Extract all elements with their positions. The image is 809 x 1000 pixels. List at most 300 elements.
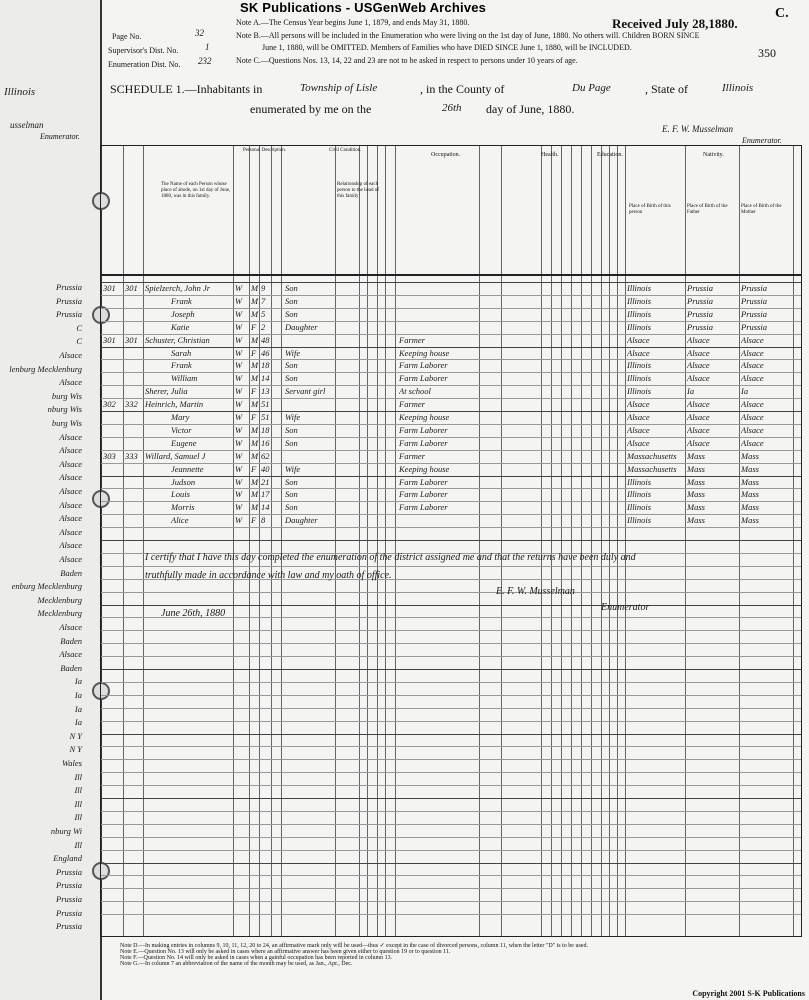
cell-rel: Daughter [285, 515, 318, 526]
cell-dw: 301 [103, 334, 116, 345]
left-page-entry: England [53, 853, 82, 864]
footer-notes [0, 942, 809, 967]
left-page-entry: Alsace [59, 540, 82, 551]
table-row [101, 283, 801, 296]
cell-name: Morris [171, 502, 195, 513]
left-page-entry: Ill [74, 785, 82, 796]
table-row [101, 438, 801, 451]
cell-fam: 301 [125, 283, 138, 293]
left-page-entry: Mecklenburg [37, 594, 82, 605]
cell-rel: Daughter [285, 321, 318, 332]
grid-row-line [101, 592, 801, 593]
cell-name: Frank [171, 360, 192, 371]
col-education-header: Education. [597, 152, 623, 158]
cell-b3: Mass [741, 463, 759, 474]
cell-b3: Alsace [741, 424, 764, 435]
cell-b2: Mass [687, 489, 705, 500]
left-page-entry: lenburg Mecklenburg [9, 363, 82, 374]
cell-b3: Mass [741, 476, 759, 487]
cell-b2: Mass [687, 463, 705, 474]
table-row [101, 360, 801, 373]
note-a: Note A.—The Census Year begins June 1, 1879, and ends May 31, 1880. [236, 18, 470, 27]
cell-dw: 303 [103, 450, 116, 461]
grid-column-line [395, 146, 396, 936]
header-divider [101, 274, 801, 276]
grid-row-line [101, 721, 801, 722]
cell-b2: Alsace [687, 347, 710, 358]
cell-b2: Alsace [687, 437, 710, 448]
grid-row-line [101, 785, 801, 786]
cell-b2: Alsace [687, 373, 710, 384]
state-label: , State of [645, 82, 688, 96]
cell-b1: Illinois [627, 515, 652, 526]
table-row [101, 464, 801, 477]
cell-age: 48 [261, 334, 270, 345]
cell-b2: Alsace [687, 399, 710, 410]
cell-sex: M [251, 424, 259, 435]
cell-b2: Mass [687, 450, 705, 461]
cell-age: 5 [261, 308, 266, 319]
cell-sex: M [251, 437, 259, 448]
state-value: Illinois [722, 82, 754, 94]
cell-b1: Illinois [627, 373, 652, 384]
cell-occ: Farm Laborer [399, 437, 448, 448]
grid-column-line [249, 146, 250, 936]
grid-column-line [281, 146, 282, 936]
left-page-entry: Alsace [59, 554, 82, 564]
cell-b1: Alsace [627, 437, 650, 448]
table-row [101, 451, 801, 464]
left-page-entry: Alsace [59, 499, 82, 510]
cell-rel: Wife [285, 463, 301, 474]
cell-occ: Farmer [399, 334, 425, 345]
table-row [101, 489, 801, 502]
left-page-entry: Baden [60, 635, 82, 646]
cell-sex: M [251, 308, 259, 319]
grid-column-line [377, 146, 378, 936]
cell-b3: Mass [741, 502, 759, 513]
left-page-entry: Alsace [59, 458, 82, 469]
cell-age: 2 [261, 321, 266, 332]
cell-age: 17 [261, 489, 270, 500]
cell-occ: At school [399, 386, 431, 397]
left-page-entry: Ia [74, 676, 82, 687]
left-page-entry: Alsace [59, 377, 82, 388]
census-grid [100, 145, 802, 937]
grid-row-line [101, 824, 801, 825]
cell-rel: Wife [285, 347, 301, 358]
cell-sex: F [251, 347, 257, 358]
left-page-entry: Prussia [56, 921, 82, 932]
cell-race: W [235, 283, 243, 293]
note-b2: June 1, 1880, will be OMITTED. Members of Families who have DIED SINCE June 1, 1880, will be INCLUDED. [262, 43, 632, 52]
cell-b2: Alsace [687, 360, 710, 371]
grid-row-line [101, 772, 801, 773]
cell-race: W [235, 360, 243, 371]
table-row [101, 296, 801, 309]
grid-row-line [101, 888, 801, 889]
certification-line1: I certify that I have this day completed the enumeration of the district assigned me and that the returns have been duly and [145, 552, 636, 563]
cell-race: W [235, 424, 243, 435]
grid-column-line [601, 146, 602, 936]
enumerated-prefix: enumerated by me on the [250, 102, 372, 116]
cell-sex: M [251, 295, 259, 306]
col-birth-self-header: Place of Birth of this person [629, 204, 671, 215]
cell-b1: Alsace [627, 412, 650, 422]
copyright: Copyright 2001 S-K Publications [692, 989, 805, 998]
table-row [101, 348, 801, 361]
left-page-entry: Ill [74, 798, 82, 809]
cell-sex: M [251, 502, 259, 513]
cell-name: Sherer, Julia [145, 386, 188, 397]
left-page-entry: Ill [74, 771, 82, 782]
cell-age: 18 [261, 424, 270, 435]
col-health-header: Health. [541, 152, 559, 158]
cell-occ: Farm Laborer [399, 424, 448, 435]
cell-b2: Prussia [687, 321, 713, 332]
left-page-entry: C [76, 322, 82, 333]
cell-sex: M [251, 399, 259, 410]
cell-occ: Farmer [399, 399, 425, 410]
grid-column-line [259, 146, 260, 936]
cell-b2: Mass [687, 476, 705, 487]
table-row [101, 502, 801, 515]
cell-b3: Prussia [741, 308, 767, 319]
cell-rel: Son [285, 424, 298, 435]
cell-race: W [235, 450, 243, 461]
grid-row-line [101, 863, 801, 864]
grid-row-line [101, 566, 801, 567]
grid-row-line [101, 759, 801, 760]
left-page-entry: Prussia [56, 282, 82, 292]
cell-b1: Illinois [627, 502, 652, 513]
col-birth-mother-header: Place of Birth of the Mother [741, 204, 782, 215]
cell-b3: Alsace [741, 334, 764, 345]
grid-row-line [101, 850, 801, 851]
grid-column-line [143, 146, 144, 936]
left-page-entry: Alsace [59, 622, 82, 632]
cell-age: 18 [261, 360, 270, 371]
page-no-value: 32 [195, 28, 204, 38]
cell-fam: 333 [125, 450, 138, 461]
cell-b3: Alsace [741, 360, 764, 371]
grid-row-line [101, 875, 801, 876]
cell-b2: Ia [687, 386, 695, 397]
cell-fam: 301 [125, 334, 138, 345]
cell-b3: Alsace [741, 373, 764, 384]
grid-column-line [551, 146, 552, 936]
cell-fam: 332 [125, 399, 138, 410]
left-page-entry: Ill [74, 812, 82, 823]
grid-column-line [625, 146, 626, 936]
cell-race: W [235, 437, 243, 448]
stamp-number: 350 [758, 46, 776, 60]
left-page-entry: Baden [60, 662, 82, 673]
left-page-entry: burg Wis [51, 390, 82, 401]
county-value: Du Page [572, 82, 611, 94]
table-row [101, 477, 801, 490]
cell-occ: Keeping house [399, 463, 450, 474]
cell-name: Joseph [171, 308, 195, 319]
grid-column-line [385, 146, 386, 936]
table-row [101, 386, 801, 399]
grid-row-line [101, 837, 801, 838]
grid-column-line [479, 146, 480, 936]
cell-sex: M [251, 360, 259, 371]
cell-rel: Son [285, 476, 298, 487]
cell-b2: Alsace [687, 334, 710, 345]
grid-row-line [101, 695, 801, 696]
grid-column-line [617, 146, 618, 936]
cell-b3: Prussia [741, 321, 767, 332]
cell-name: Mary [171, 412, 190, 422]
enumerator-label: Enumerator. [742, 136, 782, 145]
cell-b3: Mass [741, 515, 759, 526]
cell-b2: Prussia [687, 283, 713, 293]
cell-name: Sarah [171, 347, 192, 358]
note-g: Note G.—In column 7 an abbreviation of the name of the month may be used, as Jan., Apr., Dec. [120, 961, 353, 967]
table-row [101, 373, 801, 386]
cell-sex: M [251, 476, 259, 487]
cell-age: 51 [261, 399, 270, 410]
cell-occ: Keeping house [399, 412, 450, 422]
grid-column-line [609, 146, 610, 936]
cell-race: W [235, 334, 243, 345]
cell-b3: Alsace [741, 412, 764, 422]
cell-sex: M [251, 489, 259, 500]
cell-b3: Alsace [741, 399, 764, 410]
table-row [101, 412, 801, 425]
cell-sex: F [251, 515, 257, 526]
grid-row-line [101, 746, 801, 747]
cell-occ: Farm Laborer [399, 476, 448, 487]
cell-rel: Son [285, 502, 298, 513]
cell-race: W [235, 399, 243, 410]
cell-b1: Illinois [627, 476, 652, 487]
left-page-entry: Alsace [59, 431, 82, 442]
cell-rel: Son [285, 489, 298, 500]
left-page-entry: nburg Wis [47, 404, 82, 415]
col-relationship-header: Relationship of each person to the head of this family [337, 182, 379, 199]
cell-b3: Prussia [741, 283, 767, 293]
cell-b1: Illinois [627, 321, 652, 332]
grid-column-line [739, 146, 740, 936]
corner-letter: C. [775, 6, 789, 21]
cell-race: W [235, 463, 243, 474]
grid-row-line [101, 605, 801, 606]
certification-line2: truthfully made in accordance with law and my oath of office. [145, 570, 392, 581]
cell-b2: Alsace [687, 424, 710, 435]
table-row [101, 309, 801, 322]
col-nativity-header: Nativity. [703, 152, 724, 158]
grid-row-line [101, 630, 801, 631]
cell-b1: Illinois [627, 360, 652, 371]
left-page-entry: N Y [69, 730, 82, 741]
cell-race: W [235, 321, 243, 332]
cell-b1: Massachusetts [627, 463, 677, 474]
grid-column-line [335, 146, 336, 936]
cell-b3: Alsace [741, 437, 764, 448]
cell-b2: Mass [687, 515, 705, 526]
cell-occ: Farm Laborer [399, 360, 448, 371]
cell-age: 7 [261, 295, 266, 306]
cell-b1: Alsace [627, 347, 650, 358]
cell-b2: Alsace [687, 412, 710, 422]
cell-race: W [235, 515, 243, 526]
grid-column-line [123, 146, 124, 936]
left-page-entry: Prussia [56, 866, 82, 877]
grid-column-line [233, 146, 234, 936]
cell-name: Katie [171, 321, 190, 332]
left-page-entry: nburg Wi [50, 826, 82, 836]
left-page-entry: Alsace [59, 472, 82, 483]
cell-name: Victor [171, 424, 192, 435]
cell-b2: Prussia [687, 308, 713, 319]
cell-rel: Son [285, 295, 298, 306]
cell-name: Jeannette [171, 463, 204, 474]
cell-race: W [235, 373, 243, 384]
note-b: Note B.—All persons will be included in the Enumeration who were living on the 1st day of June, 1880. No others will. Children BORN SINCE [236, 31, 700, 40]
cell-name: Alice [171, 515, 189, 526]
cell-rel: Son [285, 283, 298, 293]
cell-sex: M [251, 334, 259, 345]
grid-row-line [101, 669, 801, 670]
cell-occ: Farm Laborer [399, 489, 448, 500]
cell-b1: Illinois [627, 295, 652, 306]
cell-b3: Mass [741, 489, 759, 500]
cell-rel: Wife [285, 412, 301, 422]
left-page-entry: Ia [74, 690, 82, 700]
grid-row-line [101, 734, 801, 735]
left-page-entry: Prussia [56, 309, 82, 320]
cell-b1: Illinois [627, 283, 652, 293]
left-page-entry: Alsace [59, 526, 82, 537]
grid-row-line [101, 540, 801, 541]
cell-sex: F [251, 321, 257, 332]
cell-b2: Mass [687, 502, 705, 513]
cell-occ: Keeping house [399, 347, 450, 358]
cell-age: 46 [261, 347, 270, 358]
cell-occ: Farm Laborer [399, 502, 448, 513]
cell-name: William [171, 373, 198, 384]
cell-b3: Ia [741, 386, 749, 397]
county-label: , in the County of [420, 82, 505, 96]
cell-age: 13 [261, 386, 270, 397]
left-page-label: Enumerator. [40, 132, 80, 141]
grid-column-line [271, 146, 272, 936]
left-page-entry: C [76, 336, 82, 347]
cell-dw: 301 [103, 283, 116, 293]
cell-b1: Alsace [627, 334, 650, 345]
grid-column-line [501, 146, 502, 936]
grid-column-line [591, 146, 592, 936]
enumerated-day: 26th [442, 102, 462, 114]
cell-rel: Son [285, 373, 298, 384]
cell-rel: Servant girl [285, 386, 326, 397]
cell-name: Heinrich, Martin [145, 399, 204, 410]
cell-race: W [235, 386, 243, 397]
cell-b2: Prussia [687, 295, 713, 306]
cell-name: Frank [171, 295, 192, 306]
table-row [101, 335, 801, 348]
grid-row-line [101, 914, 801, 915]
enumerator-signature: E. F. W. Musselman [662, 124, 734, 134]
cell-sex: F [251, 463, 257, 474]
cell-rel: Son [285, 360, 298, 371]
left-page-entry: Prussia [56, 894, 82, 904]
left-page-entry: Ia [74, 703, 82, 714]
left-page-entry: Alsace [59, 649, 82, 660]
cell-sex: M [251, 373, 259, 384]
left-page-name: usselman [10, 120, 44, 130]
cell-age: 21 [261, 476, 270, 487]
left-page-entry: Ia [74, 717, 82, 728]
cell-race: W [235, 502, 243, 513]
cell-race: W [235, 412, 243, 422]
grid-column-line [685, 146, 686, 936]
note-e: Note E.—Question No. 13 will only be asked in cases where an affirmative answer has been given either to question 19 or to question 11. [120, 949, 451, 955]
left-page-entry: Baden [60, 567, 82, 578]
enumeration-value: 232 [198, 56, 212, 66]
cell-race: W [235, 476, 243, 487]
certification-signature: E. F. W. Musselman [496, 586, 575, 597]
certification-date: June 26th, 1880 [161, 608, 226, 619]
col-civil-header: Civil Condition. [329, 148, 362, 153]
cell-race: W [235, 308, 243, 319]
left-page-entry: N Y [69, 744, 82, 755]
cell-race: W [235, 347, 243, 358]
grid-column-line [561, 146, 562, 936]
cell-name: Schuster, Christian [145, 334, 210, 345]
cell-b1: Alsace [627, 424, 650, 435]
cell-b3: Mass [741, 450, 759, 461]
grid-row-line [101, 656, 801, 657]
table-row [101, 322, 801, 335]
cell-b1: Illinois [627, 489, 652, 500]
grid-row-line [101, 682, 801, 683]
cell-dw: 302 [103, 399, 116, 410]
table-row [101, 425, 801, 438]
col-occupation-header: Occupation. [431, 152, 461, 158]
left-page-entry: enburg Mecklenburg [11, 581, 82, 592]
schedule-place: Township of Lisle [300, 82, 378, 94]
cell-name: Eugene [171, 437, 197, 448]
left-page-entry: Wales [62, 758, 82, 768]
left-page-entry: Prussia [56, 295, 82, 306]
table-row [101, 399, 801, 412]
cell-b1: Massachusetts [627, 450, 677, 461]
cell-age: 9 [261, 283, 266, 293]
cell-sex: F [251, 412, 257, 422]
cell-b3: Alsace [741, 347, 764, 358]
col-personal-header: Personal Description. [243, 148, 287, 153]
cell-age: 40 [261, 463, 270, 474]
cell-age: 16 [261, 437, 270, 448]
col-name-header: The Name of each Person whose place of abode, on 1st day of June, 1880, was in this family. [161, 182, 231, 199]
grid-row-line [101, 901, 801, 902]
cell-b1: Alsace [627, 399, 650, 410]
cell-age: 62 [261, 450, 270, 461]
left-page-entry: burg Wis [51, 418, 82, 428]
cell-occ: Farmer [399, 450, 425, 461]
cell-b1: Illinois [627, 308, 652, 319]
cell-age: 51 [261, 412, 270, 422]
certification-title: Enumerator [601, 602, 650, 613]
note-c: Note C.—Questions Nos. 13, 14, 22 and 23 are not to be asked in respect to persons under 10 years of age. [236, 56, 578, 65]
cell-b3: Prussia [741, 295, 767, 306]
received-stamp: Received July 28,1880. [612, 16, 738, 31]
col-birth-father-header: Place of Birth of the Father [687, 204, 728, 215]
